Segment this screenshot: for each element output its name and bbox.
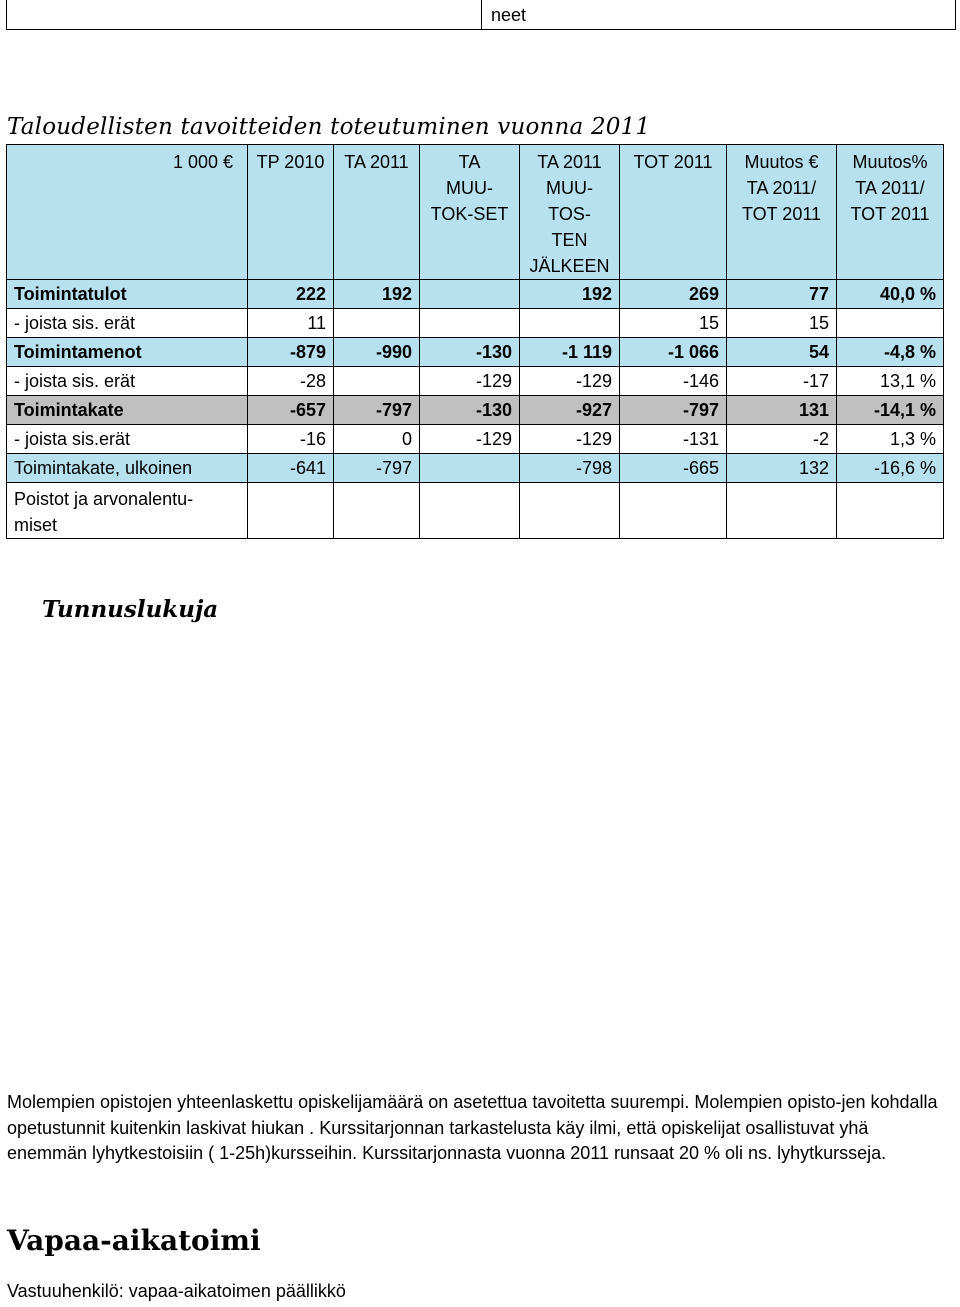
row-label: Toimintatulot xyxy=(7,280,248,309)
row-label: - joista sis. erät xyxy=(7,309,248,338)
table-row xyxy=(7,338,944,367)
cell: 13,1 % xyxy=(837,367,944,396)
cell: -16,6 % xyxy=(837,454,944,483)
row-label: Toimintakate xyxy=(7,396,248,425)
cell: -797 xyxy=(620,396,727,425)
cell xyxy=(248,483,334,539)
header-tot2011: TOT 2011 xyxy=(620,145,727,280)
cell: -130 xyxy=(420,338,520,367)
cell: 15 xyxy=(620,309,727,338)
table-header-row xyxy=(7,145,944,280)
cell: 54 xyxy=(727,338,837,367)
leisure-section-title: Vapaa-aikatoimi xyxy=(7,1224,261,1257)
cell xyxy=(727,483,837,539)
top-table-fragment xyxy=(6,0,956,30)
cell: -927 xyxy=(520,396,620,425)
cell xyxy=(620,483,727,539)
cell: 192 xyxy=(520,280,620,309)
row-label: - joista sis.erät xyxy=(7,425,248,454)
table-row xyxy=(7,309,944,338)
table-row xyxy=(7,454,944,483)
cell: -798 xyxy=(520,454,620,483)
cell: 132 xyxy=(727,454,837,483)
header-ta2011: TA 2011 xyxy=(334,145,420,280)
cell: -14,1 % xyxy=(837,396,944,425)
table-row xyxy=(7,483,944,539)
cell: -129 xyxy=(520,425,620,454)
cell: -129 xyxy=(420,425,520,454)
table-row xyxy=(7,280,944,309)
cell: -17 xyxy=(727,367,837,396)
cell: 269 xyxy=(620,280,727,309)
top-cell-text: neet xyxy=(491,5,527,25)
cell: 1,3 % xyxy=(837,425,944,454)
header-muutos-pct: Muutos% TA 2011/ TOT 2011 xyxy=(837,145,944,280)
cell: 0 xyxy=(334,425,420,454)
cell: -641 xyxy=(248,454,334,483)
cell xyxy=(334,309,420,338)
row-label: Toimintamenot xyxy=(7,338,248,367)
key-figures-title: Tunnuslukuja xyxy=(42,596,219,623)
cell: -131 xyxy=(620,425,727,454)
cell: 15 xyxy=(727,309,837,338)
cell: -146 xyxy=(620,367,727,396)
cell: 222 xyxy=(248,280,334,309)
header-ta2011-muutosten-jalkeen: TA 2011 MUU- TOS- TEN JÄLKEEN xyxy=(520,145,620,280)
cell: -990 xyxy=(334,338,420,367)
responsible-person: Vastuuhenkilö: vapaa-aikatoimen päällikkö xyxy=(7,1281,346,1301)
cell: -16 xyxy=(248,425,334,454)
summary-paragraph: Molempien opistojen yhteenlaskettu opiskelijamäärä on asetettua tavoitetta suurempi. Molempien opisto-jen kohdalla opetustunnit kuitenkin laskivat hiukan . Kurssitarjonnan tarkastelusta käy ilmi, että opiskelijat osallistuvat yhä enemmän lyhytkestoisiin ( 1-25h)kursseihin. Kurssitarjonnasta vuonna 2011 runsaat 20 % oli ns. lyhytkursseja. xyxy=(7,1092,938,1163)
row-label: Toimintakate, ulkoinen xyxy=(7,454,248,483)
table-row xyxy=(7,367,944,396)
row-label: - joista sis. erät xyxy=(7,367,248,396)
cell xyxy=(520,483,620,539)
header-ta-muutokset: TA MUU- TOK-SET xyxy=(420,145,520,280)
header-tp2010: TP 2010 xyxy=(248,145,334,280)
header-muutos-eur: Muutos € TA 2011/ TOT 2011 xyxy=(727,145,837,280)
cell: 131 xyxy=(727,396,837,425)
cell xyxy=(334,483,420,539)
cell: -879 xyxy=(248,338,334,367)
cell: 77 xyxy=(727,280,837,309)
cell xyxy=(837,483,944,539)
cell: -657 xyxy=(248,396,334,425)
cell: -130 xyxy=(420,396,520,425)
cell xyxy=(420,454,520,483)
cell xyxy=(520,309,620,338)
cell: 192 xyxy=(334,280,420,309)
cell xyxy=(420,309,520,338)
table-row xyxy=(7,425,944,454)
cell: -129 xyxy=(520,367,620,396)
top-cell-divider xyxy=(481,0,482,29)
cell: -4,8 % xyxy=(837,338,944,367)
cell: -1 119 xyxy=(520,338,620,367)
cell: -1 066 xyxy=(620,338,727,367)
cell: -665 xyxy=(620,454,727,483)
cell xyxy=(420,483,520,539)
financial-goals-title: Taloudellisten tavoitteiden toteutuminen vuonna 2011 xyxy=(7,114,651,140)
table-row xyxy=(7,396,944,425)
cell: -797 xyxy=(334,454,420,483)
financial-table xyxy=(6,144,944,539)
cell: -28 xyxy=(248,367,334,396)
header-unit: 1 000 € xyxy=(7,145,248,280)
cell: 40,0 % xyxy=(837,280,944,309)
cell xyxy=(420,280,520,309)
cell: -2 xyxy=(727,425,837,454)
cell: -797 xyxy=(334,396,420,425)
cell: -129 xyxy=(420,367,520,396)
row-label: Poistot ja arvonalentu- miset xyxy=(7,483,248,539)
cell xyxy=(334,367,420,396)
cell: 11 xyxy=(248,309,334,338)
cell xyxy=(837,309,944,338)
